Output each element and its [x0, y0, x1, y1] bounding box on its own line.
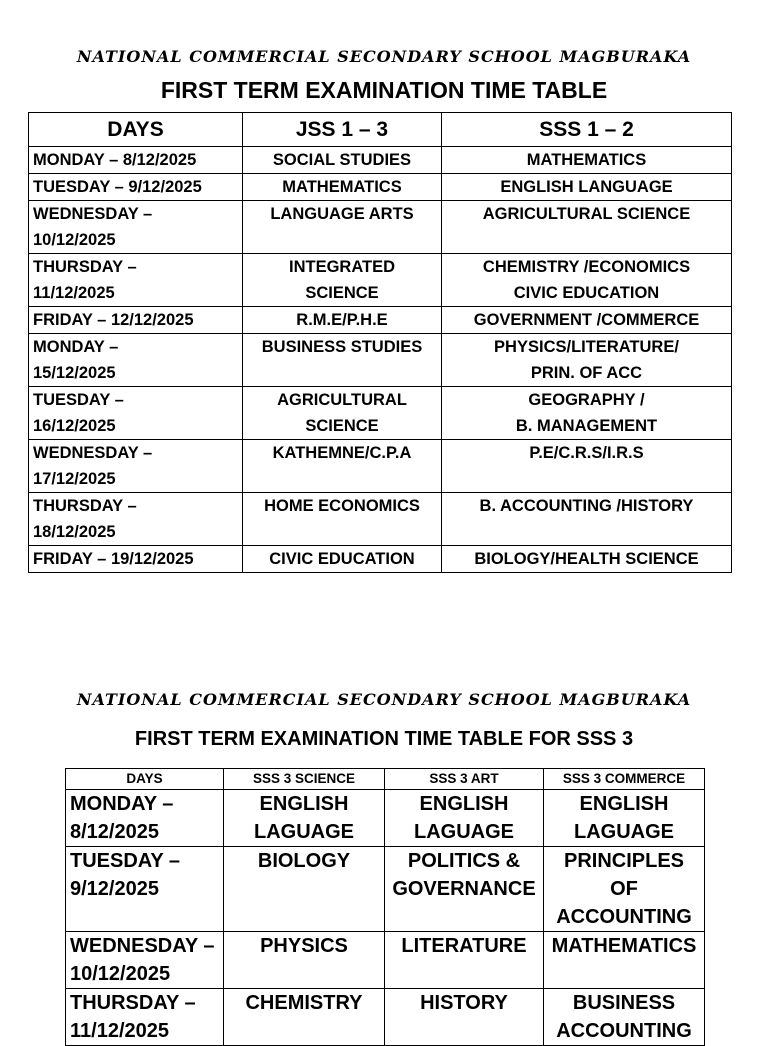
column-header-sss: SSS 1 – 2 [442, 113, 732, 147]
jss-subject-cell: R.M.E/P.H.E [243, 307, 442, 334]
sss-subject-cell: CHEMISTRY /ECONOMICS CIVIC EDUCATION [442, 254, 732, 307]
day-cell: MONDAY – 8/12/2025 [29, 147, 243, 174]
column-header-science: SSS 3 SCIENCE [224, 769, 385, 790]
sss-subject-cell: AGRICULTURAL SCIENCE [442, 201, 732, 254]
art-subject-cell: POLITICS & GOVERNANCE [385, 847, 544, 932]
science-subject-cell: ENGLISH LAGUAGE [224, 790, 385, 847]
table-row [66, 989, 705, 1046]
table-row [29, 174, 732, 201]
day-cell: MONDAY – 15/12/2025 [29, 334, 243, 387]
sss-subject-cell: MATHEMATICS [442, 147, 732, 174]
jss-subject-cell: INTEGRATED SCIENCE [243, 254, 442, 307]
sss-subject-cell: PHYSICS/LITERATURE/ PRIN. OF ACC [442, 334, 732, 387]
jss-subject-cell: AGRICULTURAL SCIENCE [243, 387, 442, 440]
column-header-art: SSS 3 ART [385, 769, 544, 790]
sss-subject-cell: GOVERNMENT /COMMERCE [442, 307, 732, 334]
table-row [66, 932, 705, 989]
commerce-subject-cell: BUSINESS ACCOUNTING [544, 989, 705, 1046]
science-subject-cell: PHYSICS [224, 932, 385, 989]
science-subject-cell: CHEMISTRY [224, 989, 385, 1046]
sss-subject-cell: BIOLOGY/HEALTH SCIENCE [442, 546, 732, 573]
table-row [29, 254, 732, 307]
jss-subject-cell: HOME ECONOMICS [243, 493, 442, 546]
column-header-commerce: SSS 3 COMMERCE [544, 769, 705, 790]
table-row [29, 440, 732, 493]
day-cell: WEDNESDAY – 10/12/2025 [29, 201, 243, 254]
table-row [66, 847, 705, 932]
school-name-sss3: NATIONAL COMMERCIAL SECONDARY SCHOOL MAGBURAKA [76, 690, 692, 709]
day-cell: WEDNESDAY – 17/12/2025 [29, 440, 243, 493]
day-cell: TUESDAY – 9/12/2025 [29, 174, 243, 201]
timetable-title-sss3: FIRST TERM EXAMINATION TIME TABLE FOR SSS 3 [134, 728, 634, 750]
column-header-jss: JSS 1 – 3 [243, 113, 442, 147]
art-subject-cell: ENGLISH LAGUAGE [385, 790, 544, 847]
table-row [29, 387, 732, 440]
table-header-row [29, 113, 732, 147]
day-cell: THURSDAY – 11/12/2025 [29, 254, 243, 307]
jss-subject-cell: BUSINESS STUDIES [243, 334, 442, 387]
table-row [29, 334, 732, 387]
day-cell: TUESDAY – 16/12/2025 [29, 387, 243, 440]
table-header-row [66, 769, 705, 790]
day-cell: FRIDAY – 19/12/2025 [29, 546, 243, 573]
column-header-days: DAYS [66, 769, 224, 790]
sss3-timetable [65, 768, 705, 1046]
commerce-subject-cell: PRINCIPLES OF ACCOUNTING [544, 847, 705, 932]
sss-subject-cell: P.E/C.R.S/I.R.S [442, 440, 732, 493]
sss-subject-cell: ENGLISH LANGUAGE [442, 174, 732, 201]
jss-subject-cell: KATHEMNE/C.P.A [243, 440, 442, 493]
jss-sss-timetable [28, 112, 732, 573]
art-subject-cell: LITERATURE [385, 932, 544, 989]
day-cell: TUESDAY – 9/12/2025 [66, 847, 224, 932]
day-cell: MONDAY – 8/12/2025 [66, 790, 224, 847]
column-header-days: DAYS [29, 113, 243, 147]
timetable-title: FIRST TERM EXAMINATION TIME TABLE [160, 77, 608, 103]
commerce-subject-cell: ENGLISH LAGUAGE [544, 790, 705, 847]
school-name: NATIONAL COMMERCIAL SECONDARY SCHOOL MAGBURAKA [76, 47, 692, 66]
jss-subject-cell: MATHEMATICS [243, 174, 442, 201]
table-row [29, 201, 732, 254]
table-row [29, 147, 732, 174]
jss-subject-cell: CIVIC EDUCATION [243, 546, 442, 573]
jss-subject-cell: LANGUAGE ARTS [243, 201, 442, 254]
science-subject-cell: BIOLOGY [224, 847, 385, 932]
table-row [29, 493, 732, 546]
art-subject-cell: HISTORY [385, 989, 544, 1046]
table-row [66, 790, 705, 847]
table-row [29, 546, 732, 573]
table-row [29, 307, 732, 334]
day-cell: WEDNESDAY – 10/12/2025 [66, 932, 224, 989]
day-cell: THURSDAY – 18/12/2025 [29, 493, 243, 546]
commerce-subject-cell: MATHEMATICS [544, 932, 705, 989]
sss-subject-cell: B. ACCOUNTING /HISTORY [442, 493, 732, 546]
jss-subject-cell: SOCIAL STUDIES [243, 147, 442, 174]
day-cell: THURSDAY – 11/12/2025 [66, 989, 224, 1046]
sss-subject-cell: GEOGRAPHY / B. MANAGEMENT [442, 387, 732, 440]
day-cell: FRIDAY – 12/12/2025 [29, 307, 243, 334]
